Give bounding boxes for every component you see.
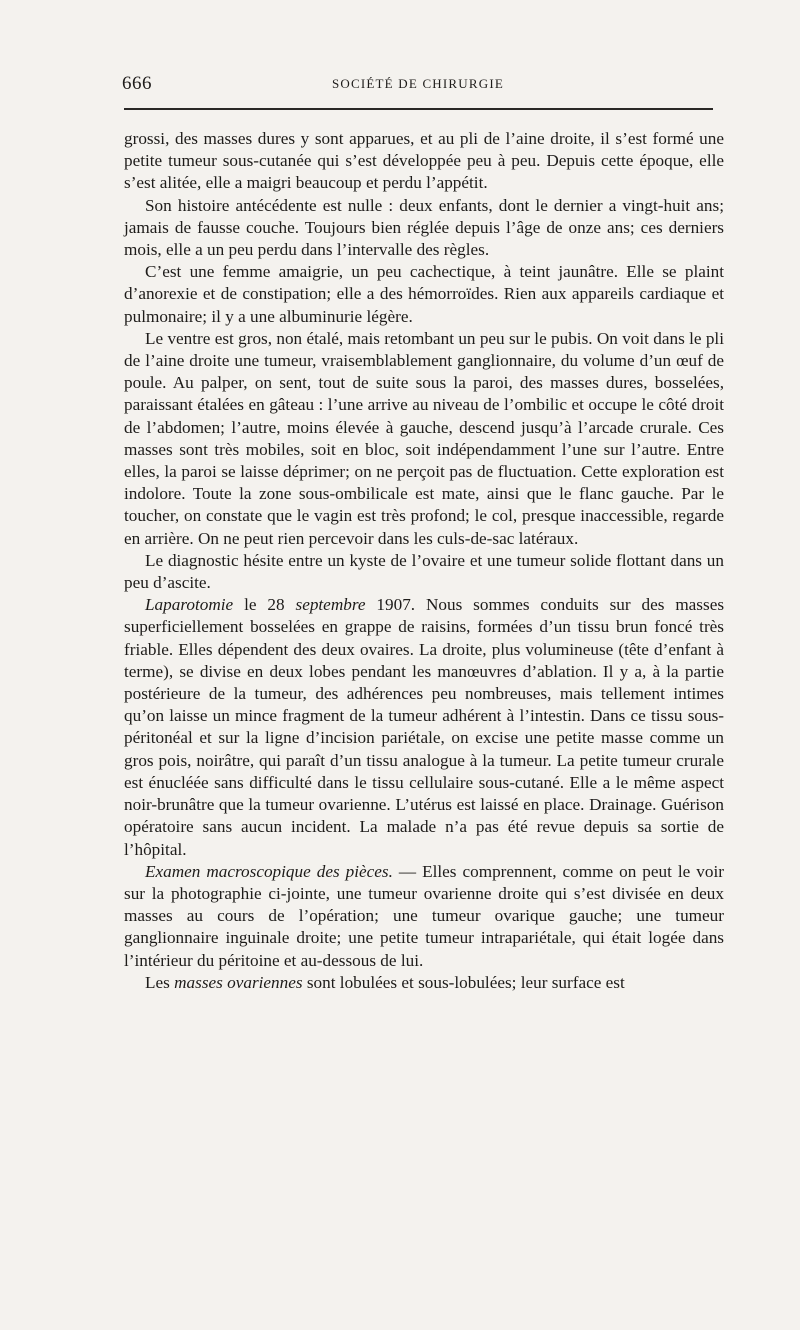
paragraph: Le diagnostic hésite entre un kyste de l’ovaire et une tumeur solide flottant dans un peu d’ascite. [124,550,724,593]
header-rule [124,108,713,110]
paragraph: Examen macroscopique des pièces. — Elles comprennent, comme on peut le voir sur la photographie ci-jointe, une tumeur ovarienne droite qui s’est divisée en deux masses au cours de l’opération; une tumeur ovarique gauche; une tumeur ganglionnaire inguinale droite; une petite tumeur intrapariétale, qui était logée dans l’intérieur du péritoine et au-dessous de lui. [124,861,724,970]
page-number: 666 [122,73,152,94]
page-header [122,73,714,97]
paragraph: C’est une femme amaigrie, un peu cachectique, à teint jaunâtre. Elle se plaint d’anorexie et de constipation; elle a des hémorroïdes. Rien aux appareils cardiaque et pulmonaire; il y a une albuminurie légère. [124,262,724,326]
paragraph: Les masses ovariennes sont lobulées et sous-lobulées; leur surface est [145,972,625,992]
running-title: SOCIÉTÉ DE CHIRURGIE [331,76,505,91]
body-text [124,128,724,994]
paragraph: Le ventre est gros, non étalé, mais retombant un peu sur le pubis. On voit dans le pli de l’aine droite une tumeur, vraisemblablement ganglionnaire, du volume d’un œuf de poule. Au palper, on sent, tout de suite sous la paroi, des masses dures, bosselées, paraissant étalées en gâteau : l’une arrive au niveau de l’ombilic et occupe le côté droit de l’abdomen; l’autre, moins élevée à gauche, descend jusqu’à l’arcade crurale. Ces masses sont très mobiles, soit en bloc, soit indépendamment l’une sur l’autre. Entre elles, la paroi se laisse déprimer; on ne perçoit pas de fluctuation. Cette exploration est indolore. Toute la zone sous-ombilicale est mate, ainsi que le flanc gauche. Par le toucher, on constate que le vagin est très profond; le col, presque inaccessible, regarde en arrière. On ne peut rien percevoir dans les culs-de-sac latéraux. [124,328,724,548]
paragraph: Laparotomie le 28 septembre 1907. Nous sommes conduits sur des masses superficiellement bosselées en grappe de raisins, formées d’un tissu brun foncé très friable. Elles dépendent des deux ovaires. La droite, plus volumineuse (tête d’enfant à terme), se divise en deux lobes pendant les manœuvres d’ablation. Il y a, à la partie postérieure de la tumeur, des adhérences peu nombreuses, mais tellement intimes qu’on laisse un mince fragment de la tumeur adhérent à l’intestin. Dans ce tissu sous-péritonéal et sur la ligne d’incision pariétale, on excise une petite masse comme un gros pois, noirâtre, qui paraît d’un tissu analogue à la tumeur. La petite tumeur crurale est énucléée sans difficulté dans le tissu cellulaire sous-cutané. Elle a le même aspect noir-brunâtre que la tumeur ovarienne. L’utérus est laissé en place. Drainage. Guérison opératoire sans aucun incident. La malade n’a pas été revue depuis sa sortie de l’hôpital. [124,595,725,859]
paragraph: grossi, des masses dures y sont apparues, et au pli de l’aine droite, il s’est formé une petite tumeur sous-cutanée qui s’est développée peu à peu. Depuis cette époque, elle s’est alitée, elle a maigri beaucoup et perdu l’appétit. [124,129,724,193]
paragraph: Son histoire antécédente est nulle : deux enfants, dont le dernier a vingt-huit ans; jamais de fausse couche. Toujours bien réglée depuis l’âge de onze ans; ces derniers mois, elle a un peu perdu dans l’intervalle des règles. [124,195,724,260]
